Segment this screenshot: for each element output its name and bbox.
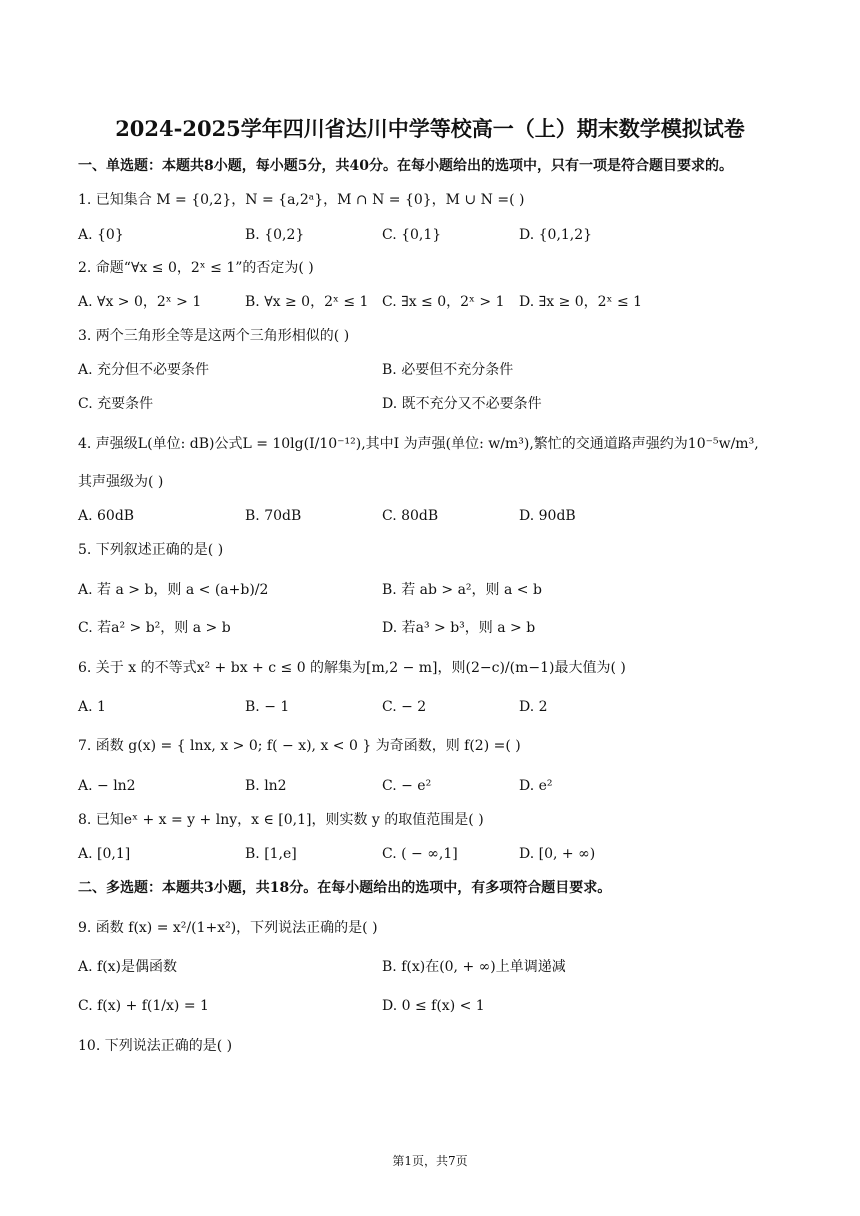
option-b: B. [1,e] [245, 846, 297, 862]
option-d: D. [0, + ∞) [519, 846, 596, 862]
option-b: B. 70dB [245, 508, 302, 524]
question-5-options-row2 [78, 618, 798, 638]
option-b: B. 必要但不充分条件 [382, 362, 514, 378]
option-c: C. 充要条件 [78, 396, 154, 412]
option-c: C. ( − ∞,1] [382, 846, 458, 862]
question-3-stem: 3. 两个三角形全等是这两个三角形相似的( ) [78, 328, 350, 344]
option-d: D. {0,1,2} [519, 227, 593, 243]
option-a: A. [0,1] [78, 846, 131, 862]
option-c: C. f(x) + f(1/x) = 1 [78, 998, 209, 1014]
page-footer: 第1页，共7页 [392, 1154, 468, 1168]
option-d: D. 2 [519, 699, 548, 715]
question-3-options-row2 [78, 394, 798, 414]
question-6-stem: 6. 关于 x 的不等式x² + bx + c ≤ 0 的解集为[m,2 − m]，则(2−c)/(m−1)最大值为( ) [78, 660, 626, 676]
question-4-options [78, 506, 798, 526]
option-b: B. 若 ab > a²，则 a < b [382, 582, 542, 598]
option-a: A. 充分但不必要条件 [78, 362, 210, 378]
option-d: D. ∃x ≥ 0，2ˣ ≤ 1 [519, 294, 643, 310]
option-d: D. e² [519, 778, 553, 794]
option-a: A. 60dB [78, 508, 135, 524]
question-1-stem: 1. 已知集合 M = {0,2}，N = {a,2ᵃ}，M ∩ N = {0}，M ∪ N =( ) [78, 192, 525, 208]
option-c: C. 若a² > b²，则 a > b [78, 620, 231, 636]
question-4-stem: 4. 声强级L(单位: dB)公式L = 10lg(I/10⁻¹²),其中I 为声强(单位: w/m³),繁忙的交通道路声强约为10⁻⁵w/m³, [78, 436, 759, 452]
question-5-options-row1 [78, 580, 798, 600]
option-a: A. ∀x > 0，2ˣ > 1 [78, 294, 202, 310]
option-b: B. − 1 [245, 699, 290, 715]
question-2-options [78, 292, 798, 312]
question-6-options [78, 697, 798, 717]
question-3-options-row1 [78, 360, 798, 380]
question-7-options [78, 776, 798, 796]
question-9-stem: 9. 函数 f(x) = x²/(1+x²)，下列说法正确的是( ) [78, 920, 378, 936]
option-a: A. f(x)是偶函数 [78, 959, 178, 975]
option-b: B. ln2 [245, 778, 287, 794]
question-5-stem: 5. 下列叙述正确的是( ) [78, 542, 224, 558]
option-a: A. 1 [78, 699, 106, 715]
question-10-stem: 10. 下列说法正确的是( ) [78, 1038, 233, 1054]
option-a: A. − ln2 [78, 778, 136, 794]
section-heading-single-choice: 一、单选题：本题共8小题，每小题5分，共40分。在每小题给出的选项中，只有一项是符合题目要求的。 [78, 158, 733, 174]
option-a: A. 若 a > b，则 a < (a+b)/2 [78, 582, 269, 598]
question-1-options [78, 225, 798, 245]
option-c: C. {0,1} [382, 227, 442, 243]
option-a: A. {0} [78, 227, 124, 243]
option-c: C. − 2 [382, 699, 427, 715]
option-c: C. ∃x ≤ 0，2ˣ > 1 [382, 294, 505, 310]
option-d: D. 既不充分又不必要条件 [382, 396, 542, 412]
page-title: 2024-2025学年四川省达川中学等校高一（上）期末数学模拟试卷 [115, 116, 745, 141]
question-9-options-row1 [78, 957, 798, 977]
option-c: C. 80dB [382, 508, 439, 524]
question-7-stem: 7. 函数 g(x) = { lnx, x > 0; f( − x), x < 0 } 为奇函数，则 f(2) =( ) [78, 738, 521, 754]
option-b: B. f(x)在(0, + ∞)上单调递减 [382, 959, 566, 975]
question-8-options [78, 844, 798, 864]
question-4-stem-continued: 其声强级为( ) [78, 474, 164, 490]
option-c: C. − e² [382, 778, 432, 794]
question-2-stem: 2. 命题“∀x ≤ 0，2ˣ ≤ 1”的否定为( ) [78, 260, 314, 276]
section-heading-multiple-choice: 二、多选题：本题共3小题，共18分。在每小题给出的选项中，有多项符合题目要求。 [78, 880, 612, 896]
option-d: D. 90dB [519, 508, 576, 524]
option-d: D. 若a³ > b³，则 a > b [382, 620, 536, 636]
option-b: B. ∀x ≥ 0，2ˣ ≤ 1 [245, 294, 369, 310]
option-b: B. {0,2} [245, 227, 305, 243]
question-9-options-row2 [78, 996, 798, 1016]
question-8-stem: 8. 已知eˣ + x = y + lny，x ∈ [0,1]，则实数 y 的取值范围是( ) [78, 812, 484, 828]
option-d: D. 0 ≤ f(x) < 1 [382, 998, 485, 1014]
